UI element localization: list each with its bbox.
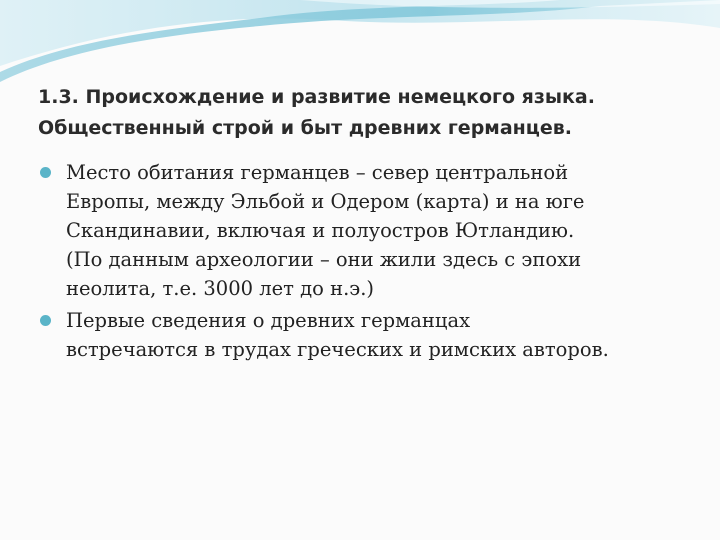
bullet-text-line: (По данным археологии – они жили здесь с эпохи [66, 248, 582, 271]
slide-title [38, 82, 698, 144]
bullet-text-line: Первые сведения о древних германцах [66, 309, 471, 332]
bullet-text-line: Место обитания германцев – север центральной [66, 161, 569, 184]
circle-bullet-icon [40, 167, 51, 178]
bullet-item [38, 158, 698, 303]
bullet-text-line: Европы, между Эльбой и Одером (карта) и на юге [66, 190, 585, 213]
bullet-text-line: неолита, т.е. 3000 лет до н.э.) [66, 277, 375, 300]
title-line: Общественный строй и быт древних германцев. [38, 117, 572, 139]
title-line: 1.3. Происхождение и развитие немецкого языка. [38, 86, 595, 108]
bullet-item [38, 306, 698, 364]
bullet-list [38, 158, 698, 367]
circle-bullet-icon [40, 315, 51, 326]
bullet-text-line: Скандинавии, включая и полуостров Ютландию. [66, 219, 575, 242]
bullet-text-line: встречаются в трудах греческих и римских авторов. [66, 338, 609, 361]
